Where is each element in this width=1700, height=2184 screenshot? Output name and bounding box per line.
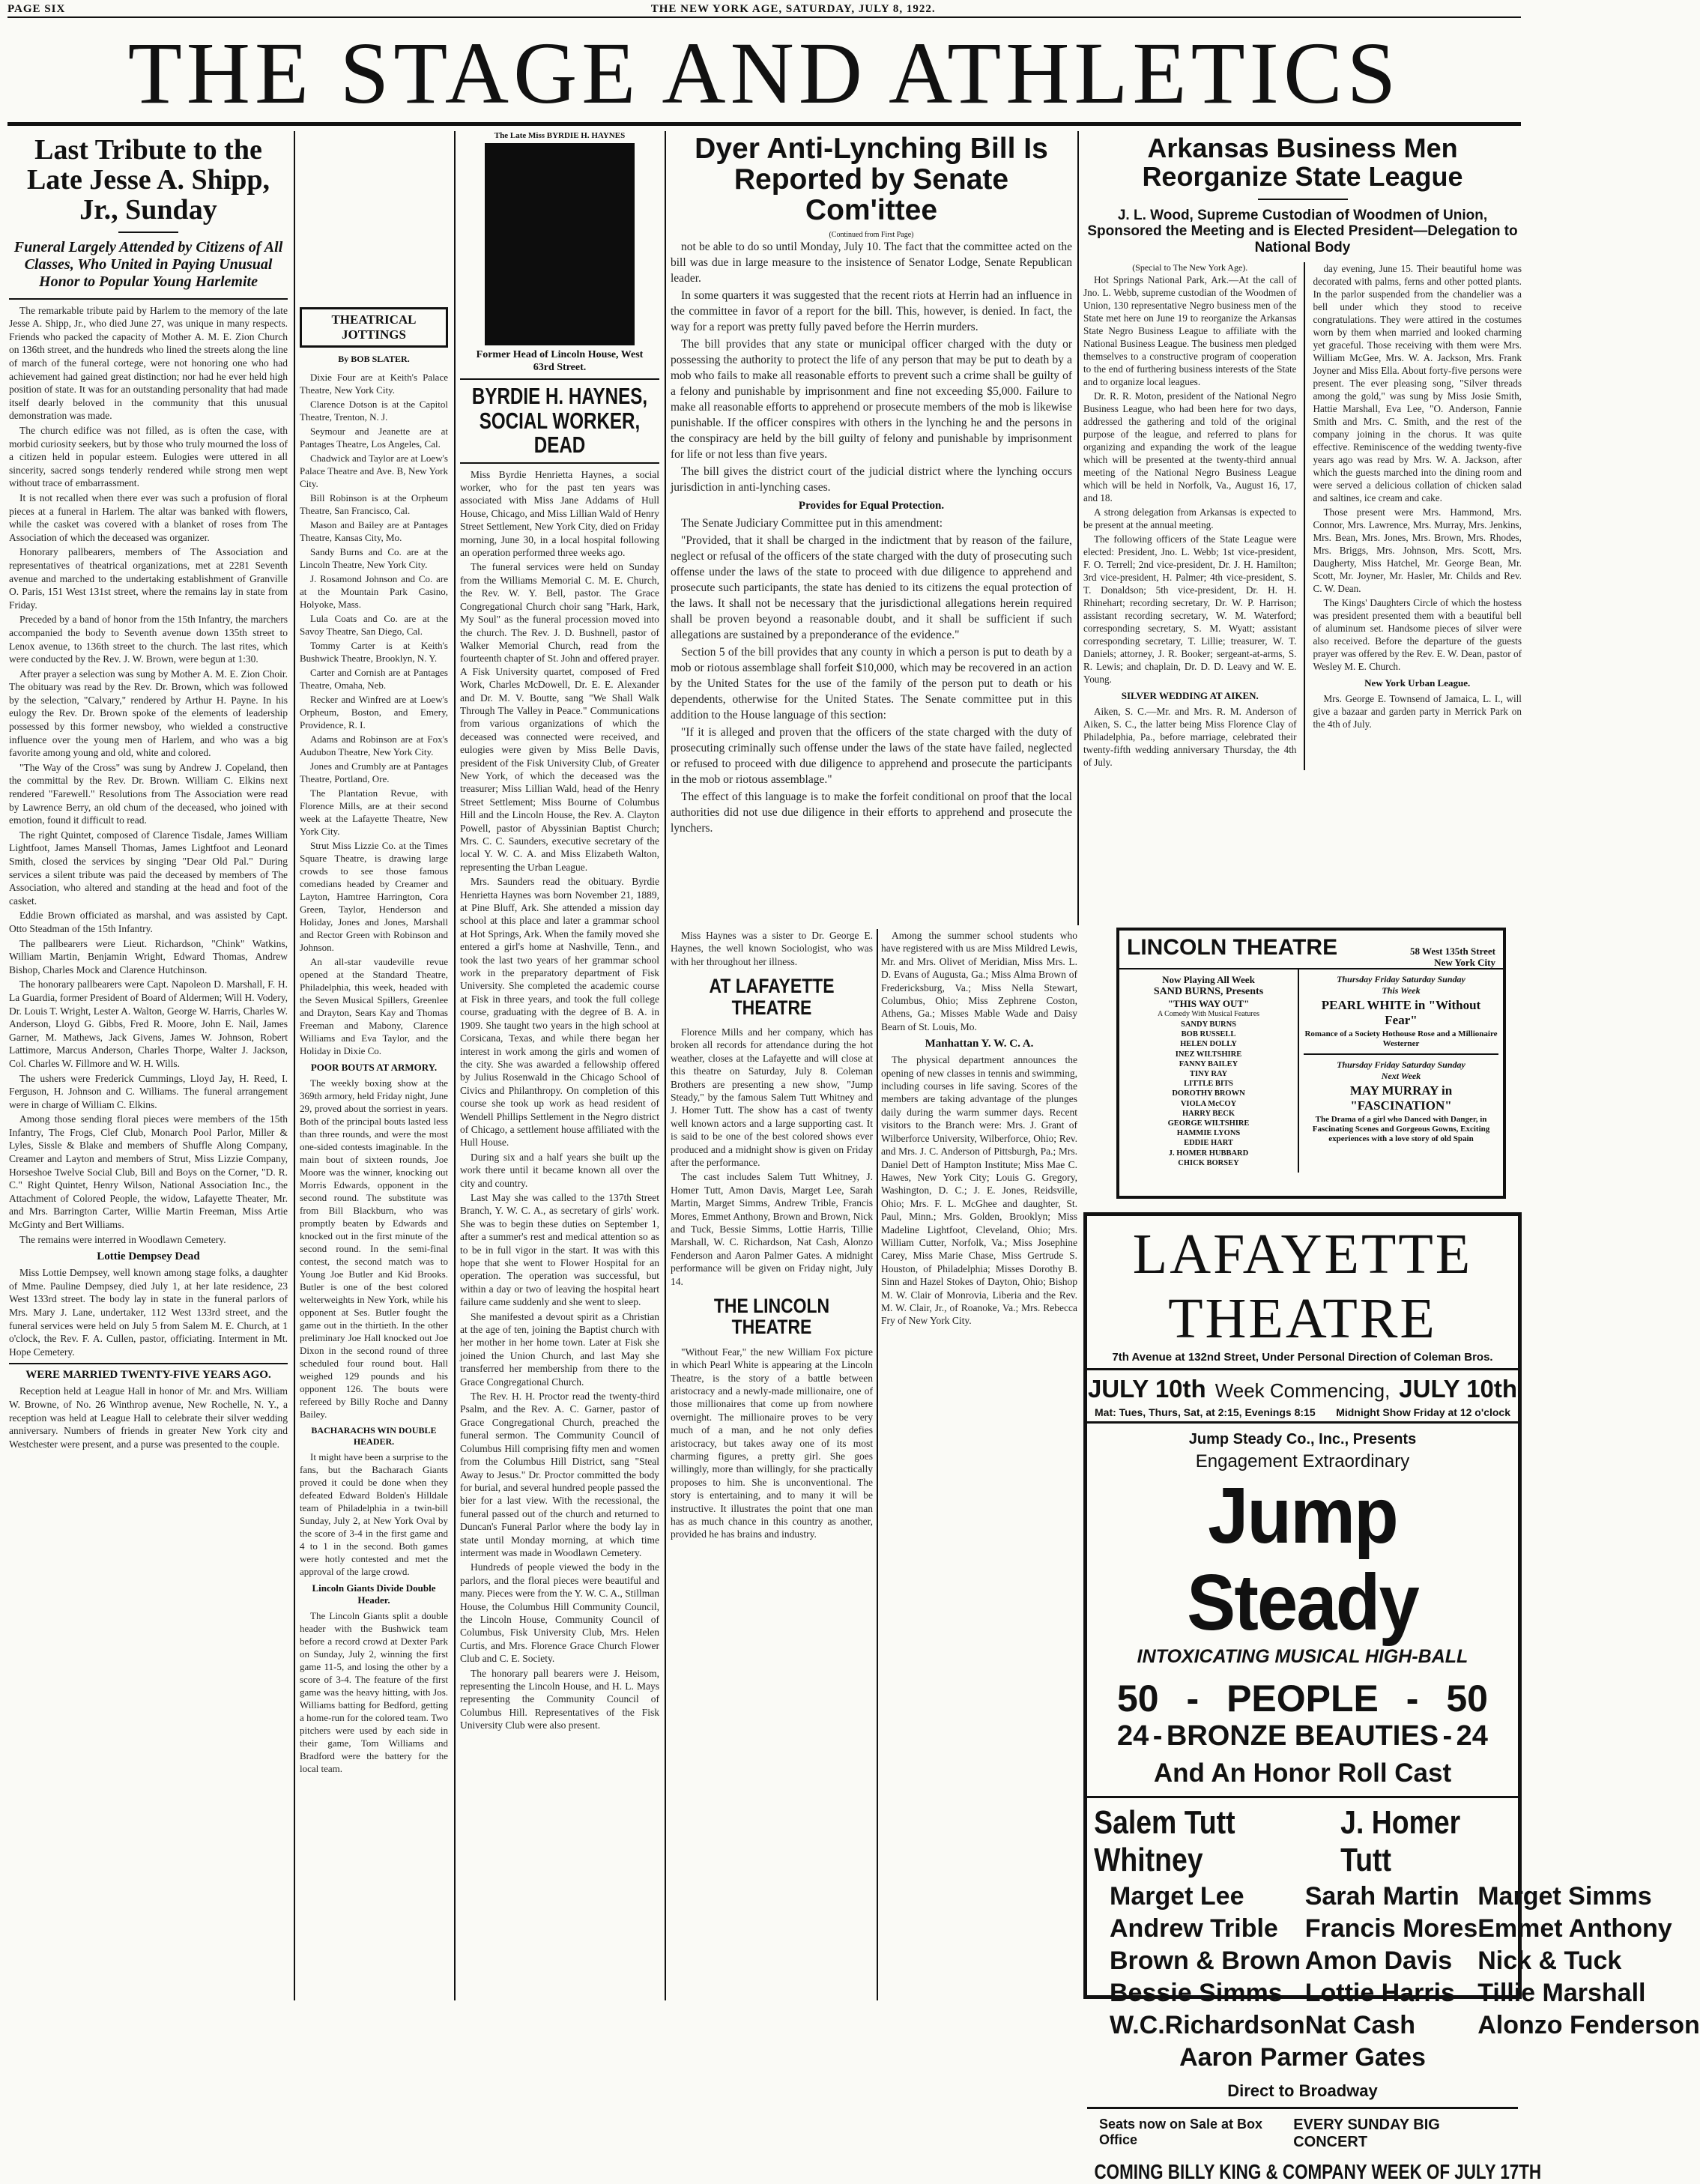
dempsey-paragraph: Miss Lottie Dempsey, well known among stage folks, a daughter of Mme. Pauline Dempsey, died July 1, at her late residence, 23 West 133rd street. The body lay in state in the funeral parlors of Mrs. Mary J. Lane, undertaker, 112 West 133rd street, and the funeral services were held on July 5 from Salem M. E. Church, at 1 o'clock, the Rev. F. A. Cullen, pastor, officiating. Interment in Mt. Hope Cemetery. [9, 1267, 288, 1358]
lincoln-cast-member: EDDIE HART [1184, 1139, 1233, 1148]
married-headline: WERE MARRIED TWENTY-FIVE YEARS AGO. [25, 1369, 271, 1382]
lafayette-ad-tagline: INTOXICATING MUSICAL HIGH-BALL [1137, 1646, 1468, 1667]
lincoln-ad-feature-desc: Romance of a Society Hothouse Rose and a Millionaire Westerner [1304, 1029, 1498, 1048]
divider [460, 462, 659, 464]
lincoln-cast-member: INEZ WILTSHIRE [1175, 1050, 1242, 1059]
shipp-paragraph: The honorary pallbearers were Capt. Napoleon D. Marshall, F. H. La Guardia, former President of Board of Aldermen; Will H. Vodery, Dr. Louis T. Wright, Lester A. Walton, George W. Harris, Charles W. Anderson, Lloyd G. Gibbs, Fred R. Moore, John E. Nail, James Garner, M. Mathews, Jack Givens, James W. Johnson, Robert Lattimore, Marcus Anderson, Charles Thorpe, Walter J. Jackson, Col. Charles W. Fillmore and W. H. Wills. [9, 978, 288, 1069]
lafayette-ad-people-line: 50 - PEOPLE - 50 [1117, 1678, 1488, 1719]
lafayette-cast-member: Brown & Brown [1110, 1946, 1301, 1975]
people-word: PEOPLE [1226, 1678, 1379, 1719]
column-haynes-obituary [460, 131, 659, 2000]
dyer-paragraph: not be able to do so until Monday, July 10. The fact that the committee acted on the bill was due in large measure to the insistence of Senator Lodge, Senate Republican leader. [671, 240, 1072, 285]
divider [460, 378, 659, 380]
lafayette-cast-member: Francis Mores [1304, 1914, 1478, 1943]
dyer-article-body-2 [671, 515, 1072, 836]
lafayette-cast-member: Nat Cash [1304, 2011, 1416, 2039]
shipp-paragraph: After prayer a selection was sung by Mother A. M. E. Zion Choir. The obituary was read by the Rev. Dr. Brown, which was followed by the selection, "Calvary," rendered by Arthur H. Payne. In his eulogy the Rev. Dr. Brown spoke of the elements of leadership possessed by this former newsboy, who wielded a constructive influence over the young men of Harlem, and who was a big favorite among young and old, white and colored. [9, 668, 288, 759]
bacharach-paragraph: It might have been a surprise to the fans, but the Bacharach Giants proved it could be done when they defeated Edward Bolden's Hilldale team of Philadelphia in a twin-bill Sunday, July 2, at New York Oval by the score of 3-4 in the first game and 4 to 1 in the second. Both games were hotly contested and met the approval of the large crowd. [300, 1451, 448, 1577]
arkansas-paragraph: The following officers of the State League were elected: President, Jno. L. Webb; 1st vice-president, F. O. Terrell; 2nd vice-president, Dr. J. H. Hamilton; 3rd vice-president, H. Palmer; 4th vice-president, S. T. Donaldson; 5th vice-president, Dr. H. H. Rhinehart; recording secretary, Dr. W. P. Harrison; assistant recording secretary, W. M. Waterford; corresponding secretary, S. M. Wyatt; assistant corresponding secretary, T. Lillie; treasurer, W. T. Daniels; attorney, J. R. Booker; sergeant-at-arms, S. R. Lewis; and chaplain, Dr. D. D. Leavy and W. E. Young. [1083, 533, 1297, 686]
lafayette-theatre-ad [1083, 1212, 1700, 2183]
shipp-paragraph: "The Way of the Cross" was sung by Andrew J. Copeland, then the committal by the Rev. Dr. Brown. William C. Elkins next rendered "Farewell." Resolutions from The Association were read by Lawrence Berry, an old chum of the deceased, who joined with emotion, found it difficult to read. [9, 761, 288, 826]
lincoln-cast-member: VIOLA McCOY [1180, 1099, 1237, 1108]
lafayette-ad-stars [1094, 1804, 1511, 1879]
lincoln-theatre-paragraph: "Without Fear," the new William Fox picture in which Pearl White is appearing at the Lincoln Theatre, is the story of a battle between aristocracy and a newly-made millionaire, one of those millionaires that come up from nowhere overnight. The millionaire proves to be very much of a man, and he not only defies aristocracy, but takes away one of its most charming figures, a pretty girl. She goes willingly, more than willingly, for she practically proposes to him. She is unconventional. The story is entertaining, and to many it will be instructive. It illustrates the point that one man has as much chance in this country as another, provided he has brains and industry. [671, 1346, 873, 1540]
photo-caption: Former Head of Lincoln House, West 63rd Street. [476, 349, 644, 373]
lafayette-cast-member: Andrew Trible [1110, 1914, 1278, 1943]
dyer-paragraph: "Provided, that it shall be charged in the indictment that by reason of the failure, neglect or refusal of the officers of the state charged with the duty of prosecuting such offense under the laws of the state to proceed with due diligence to apprehend and prosecute such participants, the state has denied to its citizens the equal protection of the laws. It shall not be necessary that the jurisdictional allegations herein required shall be proven beyond a reasonable doubt, and it shall be sufficient if such allegations are sustained by a preponderance of the evidence." [671, 533, 1072, 641]
summer-school-paragraph: Among the summer school students who have registered with us are Miss Mildred Lewis, Mr. and Mrs. Olivet of Meridian, Miss Mrs. L. D. Evans of Augusta, Ga.; Miss Alma Brown of Fredericksburg, Va.; Miss Nella Stewart, Columbus, Ohio; Miss Zephrene Coston, Athens, Ga.; Misses Mable Wade and Daisy Bearn of St. Louis, Mo. [881, 930, 1077, 1032]
divider [1304, 1053, 1498, 1055]
column-theatrical-jottings [300, 172, 448, 2042]
boxing-headline: POOR BOUTS AT ARMORY. [310, 1062, 438, 1073]
arkansas-left-column [1083, 262, 1296, 770]
lafayette-ad-coming-next: COMING BILLY KING & COMPANY WEEK OF JULY 17TH [1094, 2160, 1542, 2183]
shipp-paragraph: It is not recalled when there ever was such a profusion of floral pieces at a funeral in Harlem. The altar was banked with flowers, while the casket was covered with a blanket of roses from The Association of which the deceased was organizer. [9, 491, 288, 543]
dyer-paragraph: The bill gives the district court of the judicial district where the lynching occurs jurisdiction in anti-lynching cases. [671, 465, 1072, 494]
shipp-paragraph: Eddie Brown officiated as marshal, and was assisted by Capt. Otto Steadman of the 15th Infantry. [9, 910, 288, 934]
lincoln-ad-title: LINCOLN THEATRE [1127, 935, 1338, 960]
lafayette-ad-cast-grid [1087, 1882, 1700, 2040]
lafayette-ad-show-title: Jump Steady [1187, 1471, 1418, 1647]
lincoln-cast-member: FANNY BAILEY [1179, 1059, 1238, 1068]
column-shipp-tribute [9, 131, 288, 2000]
star-salem-tutt-whitney: Salem Tutt Whitney [1094, 1804, 1235, 1878]
arkansas-body [1083, 273, 1296, 686]
jotting-item: Dixie Four are at Keith's Palace Theatre, New York City. [300, 372, 448, 396]
boxing-paragraph: The weekly boxing show at the 369th armory, held Friday night, June 29, proved about the sorriest in years. Both of the principal bouts lasted less than three rounds, and were the most one-sided contests imaginable. In the main bout of sixteen rounds, Joe Moore was the winner, knocking out Morris Edwards, opponent in the second round. The substitute was from Bill Blackburn, who was promptly beaten by Edwards and knocked out in the first minute of the second round. In the semi-final contest, the second match was to Young Joe Butler and Kid Brooks. Butler is one of the best colored welterweights in New York, while his opponent at Ses. Butler fought the game out in the thirtieth. In the other preliminary Joe Hall knocked out Joe Dixon in the second round of three scheduled four round bout. Hall weighed 129 pounds and his opponent 126. The bouts were refereed by Billy Roche and Danny Bailey. [300, 1077, 448, 1420]
jotting-item: Sandy Burns and Co. are at the Lincoln Theatre, New York City. [300, 546, 448, 570]
lincoln-cast-member: BOB RUSSELL [1181, 1030, 1236, 1039]
arkansas-headline: Arkansas Business Men Reorganize State League [1142, 133, 1463, 192]
haynes-paragraph: Last May she was called to the 137th Street Branch, Y. W. C. A., as secretary of girls' work. She was to begin these duties on September 1, after a summer's rest and medical attention so as to be in full vigor in the start. It was with this hope that she went to Flower Hospital for an operation. The operation was successful, but within a day or two of leaving the hospital heart failure came suddenly and she went to sleep. [460, 1191, 659, 1308]
lincoln-ad-presents: SAND BURNS, Presents [1153, 986, 1264, 997]
folio-paper-date: THE NEW YORK AGE, SATURDAY, JULY 8, 1922. [650, 3, 936, 15]
dyer-article-body [671, 239, 1072, 495]
urban-league-body [1313, 692, 1522, 730]
shipp-paragraph: The ushers were Frederick Cummings, Lloyd Jay, H. Reed, I. Ferguson, H. Johnson and C. Williams. The funeral arrangement were in charge of William C. Elkins. [9, 1072, 288, 1110]
haynes-paragraph: She manifested a devout spirit as a Christian at the age of ten, joining the Baptist church with her mother in her home town. Later at Fisk she joined the Union Church, and last May she transferred her membership from there to the Grace Congregational Church. [460, 1310, 659, 1388]
jotting-item: Bill Robinson is at the Orpheum Theatre, San Francisco, Cal. [300, 492, 448, 516]
equal-protection-subhead: Provides for Equal Protection. [798, 499, 945, 512]
lincoln-ad-now-playing: Now Playing All Week [1162, 974, 1255, 985]
jotting-item: The Plantation Revue, with Florence Mills, are at their second week at the Lafayette Theatre, New York City. [300, 787, 448, 837]
lincoln-giants-paragraph: The Lincoln Giants split a double header with the Bushwick team before a record crowd at Dexter Park on Sunday, July 2, winning the first game 11-5, and losing the other by a score of 3-4. The feature of the first game was the heavy hitting, with Jos. Williams batting for Bedford, getting a home-run for the colored team. Two pitchers were used by each side in their game, Tom Williams and Bradford were the battery for the local team. [300, 1610, 448, 1774]
jotting-item: Jones and Crumbly are at Pantages Theatre, Portland, Ore. [300, 760, 448, 784]
lafayette-ad-date: JULY 10th [1399, 1375, 1518, 1403]
jotting-item: Recker and Winfred are at Loew's Orpheum, Boston, and Emery, Providence, R. I. [300, 694, 448, 730]
summer-school-body [881, 929, 1077, 1033]
boxing-body [300, 1077, 448, 1421]
shipp-paragraph: The church edifice was not filled, as is often the case, with morbid curiosity seekers, but by those who truly mourned the loss of a citizen held in popular esteem. Eulogies were uttered in all sincerity, sacred songs tenderly rendered while strong men wept without trace of embarrassment. [9, 425, 288, 489]
lafayette-cast-member: Alonzo Fenderson [1477, 2011, 1700, 2039]
jotting-item: Carter and Cornish are at Pantages Theatre, Omaha, Neb. [300, 667, 448, 691]
haynes-paragraph: Mrs. Saunders read the obituary. Byrdie Henrietta Haynes was born November 21, 1889, at Pine Bluff, Ark. She attended a mission day school at this place and later a grammar school at Hot Springs, Ark. When the family moved she entered a girl's home at Nashville, Tenn., and took the last two years of her grammar school work in the preparatory department of Fisk University. She completed the academic course at Fisk in three years, and took the full college course, graduating with the degree of B. A. in 1909. She taught two years in the high school at Corsicana, Texas, and while there began her interest in work among the girls and women of the city. She was awarded a fellowship offered by Julius Rosenwald in the Chicago School of Civics and Philanthropy. On completion of this course she took up work as head resident of Wendell Phillips Settlement in the Negro district of Chicago, a settlement house affiliated with the Hull House. [460, 876, 659, 1149]
ywca-body [881, 1053, 1077, 1328]
lincoln-ad-cast-list [1122, 1020, 1295, 1168]
jotting-item: J. Rosamond Johnson and Co. are at the Mountain Park Casino, Holyoke, Mass. [300, 573, 448, 610]
lafayette-cast-member: W.C.Richardson [1110, 2011, 1305, 2039]
married-body [9, 1385, 288, 1451]
lincoln-cast-member: J. HOMER HUBBARD [1168, 1149, 1249, 1158]
urban-league-headline: New York Urban League. [1364, 677, 1471, 689]
column-ywca-news [881, 929, 1077, 2000]
haynes-paragraph: The Rev. H. H. Proctor read the twenty-third Psalm, and the Rev. A. C. Garner, pastor of Grace Congregational Church, preached the funeral sermon. The Community Council of Columbus Hill comprising fifty men and women from the Columbus Hill District, sang "Steal Away to Jesus." Dr. Proctor committed the body for burial, and several hundred people passed the bier for a last view. With the recessional, the funeral passed out of the church and returned to Duncan's Funeral Parlor where the body lay in state until Monday morning, at which time interment was made in Woodlawn Cemetery. [460, 1391, 659, 1558]
lafayette-cast-member: Emmet Anthony [1477, 1914, 1672, 1943]
lafayette-ad-presents: Jump Steady Co., Inc., Presents [1188, 1431, 1417, 1448]
lafayette-ad-box-office [1087, 2109, 1518, 2156]
dyer-paragraph: Section 5 of the bill provides that any county in which a person is put to death by a mob or riotous assemblage shall forfeit $10,000, which may be recovered in an action by the United States for the use of the family of the person put to death or his dependents, otherwise for the United States. The Senate committee put in this addition to the House language of this section: [671, 645, 1072, 722]
lincoln-cast-member: HELEN DOLLY [1180, 1040, 1237, 1049]
lafayette-ad-midnight-show: Midnight Show Friday at 12 o'clock [1336, 1406, 1510, 1418]
column-rule [454, 131, 456, 2000]
shipp-paragraph: The remarkable tribute paid by Harlem to the memory of the late Jesse A. Shipp, Jr., who died June 27, was unique in many respects. Friends who packed the capacity of Mother A. M. E. Zion Church on 136th street, and the hundreds who lined the streets along the line of march of the funeral cortege, were not honoring one who had achievement had gained great distinction; nor had he ever held high position of state. It was for an outstanding personality that had made itself dearly beloved in the community that this unusual demonstration was made. [9, 304, 288, 422]
lafayette-ad-honor-roll: And An Honor Roll Cast [1153, 1758, 1452, 1788]
lincoln-cast-member: SANDY BURNS [1181, 1020, 1236, 1029]
people-count: 50 [1446, 1678, 1488, 1719]
lincoln-ad-week: Next Week [1381, 1071, 1421, 1081]
lincoln-cast-member: LITTLE BITS [1184, 1080, 1233, 1089]
lincoln-cast-member: DOROTHY BROWN [1172, 1089, 1245, 1098]
lafayette-ad-week-commencing: Week Commencing, [1214, 1379, 1391, 1402]
section-masthead: THE STAGE AND ATHLETICS [7, 21, 1521, 126]
shipp-paragraph: Honorary pallbearers, members of The Association and representatives of theatrical organizations, met at 2281 Seventh avenue and marched to the undertaking establishment of Granville O. Paris, 151 West 131st street, where the remains lay in state from Friday. [9, 546, 288, 611]
dyer-paragraph: The Senate Judiciary Committee put in this amendment: [681, 516, 943, 530]
shipp-paragraph: Preceded by a band of honor from the 15th Infantry, the marchers accompanied the body to Seventh avenue down 135th street to Lenox avenue, to 136th street to the church. The last rites, which were conducted by the Rev. J. W. Brown, were begun at 1:30. [9, 614, 288, 665]
lafayette-ad-broadway: Direct to Broadway [1227, 2081, 1378, 2100]
silver-wedding-paragraph: The Kings' Daughters Circle of which the hostess was president presented them with a beautiful bell of aluminum set. Handsome pieces of silver were also received. Before the departure of the guests prayer was offered by the Rev. E. W. Dean, pastor of Wesley M. E. Church. [1313, 597, 1522, 673]
silver-wedding-paragraph: Those present were Mrs. Hammond, Mrs. Connor, Mrs. Lawrence, Mrs. Murray, Mrs. Jenkins, Mrs. Bean, Mrs. Jones, Mrs. Brown, Mrs. Rhodes, Mrs. Briggs, Mrs. Johnson, Mrs. Scott, Mrs. Daugherty, Miss Hatchel, Mr. George Bean, Mr. Scott, Mr. Joyner, Mr. Hasler, Mr. Childs and Rev. C. W. Dean. [1313, 506, 1522, 595]
column-rule [1077, 131, 1079, 925]
lincoln-cast-member: TINY RAY [1189, 1070, 1228, 1079]
dyer-paragraph: "If it is alleged and proven that the officers of the state charged with the duty of prosecuting criminally such offense under the laws of the state have failed, neglected or refused to proceed with due diligence to apprehend and prosecute the participants in the mob or riotous assemblage." [671, 725, 1072, 786]
lafayette-cast-member: Sarah Martin [1304, 1882, 1459, 1911]
lincoln-ad-features [1299, 970, 1503, 1173]
divider [9, 1363, 288, 1364]
haynes-sister-paragraph: Miss Haynes was a sister to Dr. George E. Haynes, the well known Sociologist, who was with her throughout her illness. [671, 930, 873, 967]
silver-wedding-paragraph: Aiken, S. C.—Mr. and Mrs. R. M. Anderson of Aiken, S. C., the latter being Miss Florence Clay of Philadelphia, Pa., before marriage, celebrated their twenty-fifth wedding anniversary Thursday, the 4th of July. [1083, 706, 1297, 769]
lafayette-ad-title: LAFAYETTE THEATRE [1132, 1223, 1473, 1350]
haynes-paragraph: The funeral services were held on Sunday from the Williams Memorial C. M. E. Church, the Rev. W. Y. Bell, pastor. The Grace Congregational Church choir sang "Hark, Hark, My Soul" as the funeral procession moved into the church. The Rev. J. D. Bushnell, pastor of Walker Memorial Church, read from the fourteenth chapter of St. John and offered prayer. A Fisk University quartet, composed of Fred Work, Charles McDowell, Dr. E. E. Alexander and Dr. M. V. Boutte, sang "We Shall Walk Through The Valley in Peace." Communications from various organizations of which the deceased was connected were received, and eulogies were given by Miss Belle Davis, president of the Fisk University Club, of Greater New York, of which the deceased was the treasurer; Miss Lillian Wald, head of the Henry Street Settlement; Miss Bourne of Columbus Hill and the Lincoln House, the Rev. A. Clayton Powell, pastor of Abyssinian Baptist Church; Mrs. C. C. Saunders, executive secretary of the local Y. W. C. A. and Miss Elizabeth Walton, representing the Urban League. [460, 561, 659, 873]
lincoln-ad-days: Thursday Friday Saturday Sunday [1337, 1059, 1465, 1070]
lincoln-cast-member: HAMMIE LYONS [1176, 1129, 1241, 1138]
jotting-item: Clarence Dotson is at the Capitol Theatre, Trenton, N. J. [300, 399, 448, 423]
lincoln-giants-body [300, 1609, 448, 1775]
lafayette-news-paragraph: Florence Mills and her company, which has broken all records for attendance during the hot weather, closes at the Lafayette and will close at this theatre on Saturday, July 8. Coleman Brothers are presenting a new show, "Jump Steady," by the famous Salem Tutt Whitney and J. Homer Tutt. The show has a cast of twenty well known actors and a large supporting cast. It is said to be one of the best colored shows ever produced and a midnight show is given on Friday after the performance. [671, 1026, 873, 1168]
lincoln-ad-feature-desc: The Drama of a girl who Danced with Danger, in Fascinating Scenes and Gorgeous Gowns, Exciting experiences with a love story of old Spain [1312, 1115, 1490, 1143]
folio-page-number: PAGE SIX [7, 3, 66, 15]
lafayette-cast-paragraph: The cast includes Salem Tutt Whitney, J. Homer Tutt, Amon Davis, Marget Lee, Sarah Martin, Marget Simms, Andrew Trible, Francis Mores, Emmet Anthony, Brown and Brown, Nick and Tuck, Bessie Simms, Lottie Harris, Tillie Marshall, W. C. Richardson, Nat Cash, Alonzo Fenderson and Aaron Palmer Gates. A midnight performance will be given on Friday night, July 14. [671, 1171, 873, 1287]
lafayette-ad-times [1087, 1403, 1518, 1424]
column-rule [294, 131, 295, 2000]
lafayette-ad-matinee: Mat: Tues, Thurs, Sat, at 2:15, Evenings 8:15 [1095, 1406, 1316, 1418]
shipp-paragraph: Among those sending floral pieces were members of the 15th Infantry, The Frogs, Clef Club, Monarch Pool Parlor, Miller & Lyles, Sissle & Blake and members of Shuffle Along Company, Creamer and Layton and members of Strut, Miss Lizzie Company, Horseshoe Twelve Social Club, Bill and Boys on the Corner, "D. R. C." Right Quintet, Henry Wilson, National Association Inc., the Attachment of Colored People, the widow, Lafayette Theater, Mr. and Mrs. Barrington Carter, Willie Martin Freeman, Miss Artie McGinty and Bert Williams. [9, 1113, 288, 1231]
dempsey-body [9, 1266, 288, 1358]
lincoln-ad-address: 58 West 135th Street [1410, 946, 1495, 957]
people-count: 50 [1117, 1678, 1159, 1719]
lincoln-ad-current-show [1119, 970, 1299, 1173]
haynes-paragraph: During six and a half years she built up the work there until it became known all over the city and country. [460, 1151, 659, 1189]
lafayette-ad-dates [1087, 1375, 1518, 1403]
bacharach-body [300, 1451, 448, 1578]
silver-wedding-paragraph: day evening, June 15. Their beautiful home was decorated with palms, ferns and other potted plants. In the parlor suspended from the chandelier was a bell under which they stood to receive congratulations. They were attired in the costumes worn by them when married and looked charming yet graceful. Those receiving with them were Mrs. William McGee, Mrs. W. A. Jackson, Mrs. Frank Joyner and Miss Ella. About forty-five persons were present. The ever pleasing song, "Silver threads among the gold," was sung by Miss Josie Smith, Hattie Marshall, Eva Lee, "O. Anderson, Fannie Smith and Mrs. C. Smith, and the rest of the company joining in the chorus. It was quite effective. Reminiscence of the wedding twenty-five years ago was read by Mrs. W. A. Jackson, after which the guests marched into the dining room and were served a delicious collation of chicken salad and saltines, ice cream and cake. [1313, 263, 1522, 504]
divider [1087, 1796, 1518, 1798]
lincoln-theatre-body [671, 1346, 873, 1541]
lafayette-ad-address: 7th Avenue at 132nd Street, Under Personal Direction of Coleman Bros. [1087, 1351, 1518, 1370]
continued-note: (Continued from First Page) [829, 230, 914, 239]
jotting-item: Tommy Carter is at Keith's Bushwick Theatre, Brooklyn, N. Y. [300, 640, 448, 664]
lafayette-cast-member: Marget Lee [1110, 1882, 1244, 1911]
lincoln-giants-headline: Lincoln Giants Divide Double Header. [312, 1582, 436, 1606]
dempsey-headline: Lottie Dempsey Dead [97, 1250, 200, 1263]
bacharach-headline: BACHARACHS WIN DOUBLE HEADER. [311, 1425, 437, 1447]
jotting-item: Strut Miss Lizzie Co. at the Times Square Theatre, is drawing large crowds to see those famous comedians headed by Creamer and Layton, Hamtree Harrington, Cora Green, Taylor, Henderson and Holiday, Jones and Jones, Marshall and Rector Green with Robinson and Johnson. [300, 840, 448, 953]
haynes-headline: BYRDIE H. HAYNES, SOCIAL WORKER, DEAD [471, 383, 648, 459]
lafayette-cast-member: Amon Davis [1304, 1946, 1453, 1975]
arkansas-right-column [1313, 262, 1522, 770]
arkansas-subhead: J. L. Wood, Supreme Custodian of Woodmen of Union, Sponsored the Meeting and is Elected President—Delegation to National Body [1087, 207, 1518, 256]
beauties-count: 24 [1456, 1720, 1488, 1752]
jotting-item: An all-star vaudeville revue opened at the Standard Theatre, Philadelphia, this week, headed with the Seven Musical Spillers, Greenlee and Drayton, Sears Kay and Thomas Freeman and Mabony, Clarence Williams and Eva Taylor, and the Holiday in Dixie Co. [300, 956, 448, 1056]
ywca-headline: Manhattan Y. W. C. A. [925, 1038, 1034, 1050]
lafayette-ad-date: JULY 10th [1087, 1375, 1206, 1403]
haynes-paragraph: The honorary pall bearers were J. Heisom, representing the Lincoln House, and H. L. Mays representing the Community Council of Columbus Hill. Representatives of the Fisk University Club were also present. [460, 1667, 659, 1731]
column-rule [665, 131, 666, 2000]
lincoln-ad-show-title: "THIS WAY OUT" [1167, 998, 1250, 1009]
lafayette-cast-member: Lottie Harris [1304, 1979, 1455, 2007]
haynes-portrait-photo [485, 143, 635, 345]
shipp-paragraph: The remains were interred in Woodlawn Cemetery. [19, 1233, 226, 1245]
divider [1258, 199, 1348, 200]
lincoln-ad-days: Thursday Friday Saturday Sunday [1337, 974, 1465, 984]
divider [9, 298, 288, 300]
haynes-sister-note [671, 929, 873, 968]
shipp-paragraph: The pallbearers were Lieut. Richardson, "Chink" Watkins, William Martin, Benjamin Wright, Edward Thomas, Andrew Bishop, Charles Mock and Clarence Hutchinson. [9, 937, 288, 975]
haynes-paragraph: Miss Byrdie Henrietta Haynes, a social worker, who for the past ten years was associated with Miss Jane Addams of Hull House, Chicago, and Miss Lillian Wald of Henry Street Settlement, New York City, died on Friday morning, June 30, in a local hospital following an operation performed three weeks ago. [460, 468, 659, 559]
column-lafayette-news [671, 929, 873, 2000]
married-paragraph: Reception held at League Hall in honor of Mr. and Mrs. William W. Browne, of No. 26 Winthrop avenue, New Rochelle, N. Y., a reception was held at League Hall to celebrate their silver wedding anniversary. Numbers of friends in greater New York city and Westchester were present, and a purse was presented to the couple. [9, 1385, 288, 1450]
column-rule [1304, 262, 1305, 770]
shipp-article-body [9, 304, 288, 1247]
shipp-paragraph: The right Quintet, composed of Clarence Tisdale, James William Lightfoot, James Mansell Thomas, James Lightfoot and Leonard Smith, closed the services by singing "Dear Old Pal." During services a silent tribute was paid the deceased by members of The Association, who altered and standing at the head and foot of the casket. [9, 829, 288, 907]
photo-caption-top: The Late Miss BYRDIE H. HAYNES [494, 131, 626, 140]
lincoln-cast-member: GEORGE WILTSHIRE [1167, 1119, 1250, 1128]
dyer-paragraph: In some quarters it was suggested that the recent riots at Herrin had an influence in the committee in favor of a report for the bill. This, however, is denied. In fact, the way for a report was pretty fully paved before the Herrin murders. [671, 288, 1072, 333]
dyer-headline: Dyer Anti-Lynching Bill Is Reported by Senate Com'ittee [695, 133, 1048, 226]
jotting-item: Chadwick and Taylor are at Loew's Palace Theatre and Ave. B, New York City. [300, 453, 448, 489]
jottings-list [300, 371, 448, 1057]
jotting-item: Mason and Bailey are at Pantages Theatre, Kansas City, Mo. [300, 519, 448, 543]
lafayette-ad-last-cast: Aaron Parmer Gates [1179, 2043, 1426, 2072]
lafayette-ad-engagement: Engagement Extraordinary [1195, 1451, 1410, 1471]
lincoln-ad-feature-may-murray: MAY MURRAY in "FASCINATION" [1349, 1083, 1453, 1113]
at-lafayette-headline: AT LAFAYETTE THEATRE [709, 975, 835, 1019]
ywca-paragraph: The physical department announces the opening of new classes in tennis and swimming, including courses in life saving. Scores of the members are taking advantage of the plunges daily during the warm summer days. Recent visitors to the Branch were: Mrs. J. Grant of Wilberforce University, Wilberforce, Ohio; Rev. and Mrs. J. C. Anderson of Pittsburgh, Pa.; Mrs. Daniel Dett of Hampton Institute; Miss Mae C. Hawes, New York City; Louis G. Gregory, Washington, D. C.; J. E. Jones, Reidsville, Ohio; Mrs. F. L. McGhee and daughter, St. Paul, Minn.; Mrs. Golden, Brooklyn; Miss Madeline Lightfoot, Cleveland, Ohio; Mrs. William Cutter, Norfolk, Va.; Miss Josephine Carey, Miss Marie Chase, Miss Gertrude S. Houston, of Philadelphia; Misses Dorothy B. Sinn and Hazel Stokes of Dayton, Ohio; Bishop M. W. Clair of Monrovia, Liberia and the Rev. M. W. Clair, Jr., of Roanoke, Va.; Mrs. Rebecca Fry of New York City. [881, 1054, 1077, 1327]
beauties-count: 24 [1117, 1720, 1149, 1752]
haynes-paragraph: Hundreds of people viewed the body in the parlors, and the floral pieces were beautiful and many. Pieces were from the Y. W. C. A., Stillman House, the Columbus Hill Community Council, the Lincoln House, Community Council of Columbus, Fisk University Club, Mrs. Helen Curtis, and Mrs. Florence Grace Church Flower Club and C. E. Society. [460, 1561, 659, 1665]
lincoln-theatre-ad [1116, 928, 1506, 1199]
arkansas-paragraph: A strong delegation from Arkansas is expected to be present at the annual meeting. [1083, 506, 1297, 531]
shipp-headline: Last Tribute to the Late Jesse A. Shipp, Jr., Sunday [26, 134, 270, 226]
lafayette-cast-member: Marget Simms [1477, 1882, 1652, 1911]
column-dyer-bill [671, 131, 1072, 925]
jotting-item: Lula Coats and Co. are at the Savoy Theatre, San Diego, Cal. [300, 613, 448, 637]
lafayette-cast-member: Nick & Tuck [1477, 1946, 1622, 1975]
lincoln-cast-member: HARRY BECK [1182, 1109, 1235, 1118]
silver-wedding-continued [1313, 262, 1522, 673]
sunday-concert: EVERY SUNDAY BIG CONCERT [1293, 2117, 1440, 2150]
lincoln-ad-city: New York City [1434, 957, 1495, 968]
jotting-item: Seymour and Jeanette are at Pantages Theatre, Los Angeles, Cal. [300, 426, 448, 450]
column-rule [877, 929, 878, 2000]
page-folio [7, 3, 1521, 18]
lincoln-ad-feature-pearl-white: PEARL WHITE in "Without Fear" [1321, 998, 1481, 1027]
seats-on-sale: Seats now on Sale at Box Office [1099, 2117, 1263, 2147]
lafayette-ad-beauties-line: 24 - BRONZE BEAUTIES - 24 [1117, 1720, 1488, 1752]
shipp-subhead: Funeral Largely Attended by Citizens of All Classes, Who United in Paying Unusual Honor to Popular Young Harlemite [13, 238, 283, 290]
urban-league-paragraph: Mrs. George E. Townsend of Jamaica, L. I., will give a bazaar and garden party in Merrick Park on the 4th of July. [1313, 693, 1522, 730]
haynes-article-body [460, 468, 659, 1732]
silver-wedding-headline: SILVER WEDDING AT AIKEN. [1121, 690, 1259, 702]
lincoln-theatre-headline: THE LINCOLN THEATRE [713, 1295, 830, 1339]
lincoln-ad-show-subtitle: A Comedy With Musical Features [1157, 1010, 1260, 1018]
column-arkansas-league [1083, 131, 1522, 925]
beauties-word: BRONZE BEAUTIES [1166, 1720, 1439, 1752]
jotting-item: Adams and Robinson are at Fox's Audubon Theatre, New York City. [300, 733, 448, 757]
dyer-paragraph: The bill provides that any state or municipal officer charged with the duty or possessing the authority to protect the life of any person that may be put to death by a mob who fails to make all reasonable efforts to prevent such a crime shall be guilty of a felony and punishable by imprisonment and fine not exceeding $5,000. Failure to make all reasonable efforts to apprehend or prosecute members of the mob is likewise punishable. If the officer conspires with others in the lynching he and the persons in the conspiracy are held by the bill guilty of felony and punishable by imprisonment for life or not less than five years. [671, 337, 1072, 461]
lafayette-news-body [671, 1026, 873, 1288]
jottings-byline: By BOB SLATER. [338, 354, 410, 364]
silver-wedding-body [1083, 705, 1296, 769]
special-note: (Special to The New York Age). [1132, 262, 1248, 273]
divider [118, 232, 178, 233]
arkansas-paragraph: Hot Springs National Park, Ark.—At the call of Jno. L. Webb, supreme custodian of the Woodmen of Union, 130 representative Negro business men of the State met here on June 19 to reorganize the Arkansas State Negro Business League to affiliate with the National Business League. The business men pledged themselves to a constructive program of cooperation to the end of furthering business interests of the State and to organize local leagues. [1083, 274, 1297, 388]
lincoln-ad-week: This Week [1382, 985, 1421, 996]
lincoln-cast-member: CHICK BORSEY [1178, 1158, 1239, 1167]
lafayette-cast-member: Tillie Marshall [1477, 1979, 1646, 2007]
jottings-headline: THEATRICAL JOTTINGS [300, 307, 448, 348]
star-j-homer-tutt: J. Homer Tutt [1340, 1804, 1461, 1878]
arkansas-paragraph: Dr. R. R. Moton, president of the National Negro Business League, who had been here for two days, addressed the gathering and told of the original purpose of the league, and referred to plans for organizing and expanding the work of the league which will be presented at the twenty-third annual meeting of the National Negro Business League which will be held in Norfolk, Va., August 16, 17, and 18. [1083, 390, 1297, 504]
lafayette-cast-member: Bessie Simms [1110, 1979, 1283, 2007]
dyer-paragraph: The effect of this language is to make the forfeit conditional on proof that the local authorities did not use due diligence in their efforts to apprehend and prosecute the lynchers. [671, 790, 1072, 835]
